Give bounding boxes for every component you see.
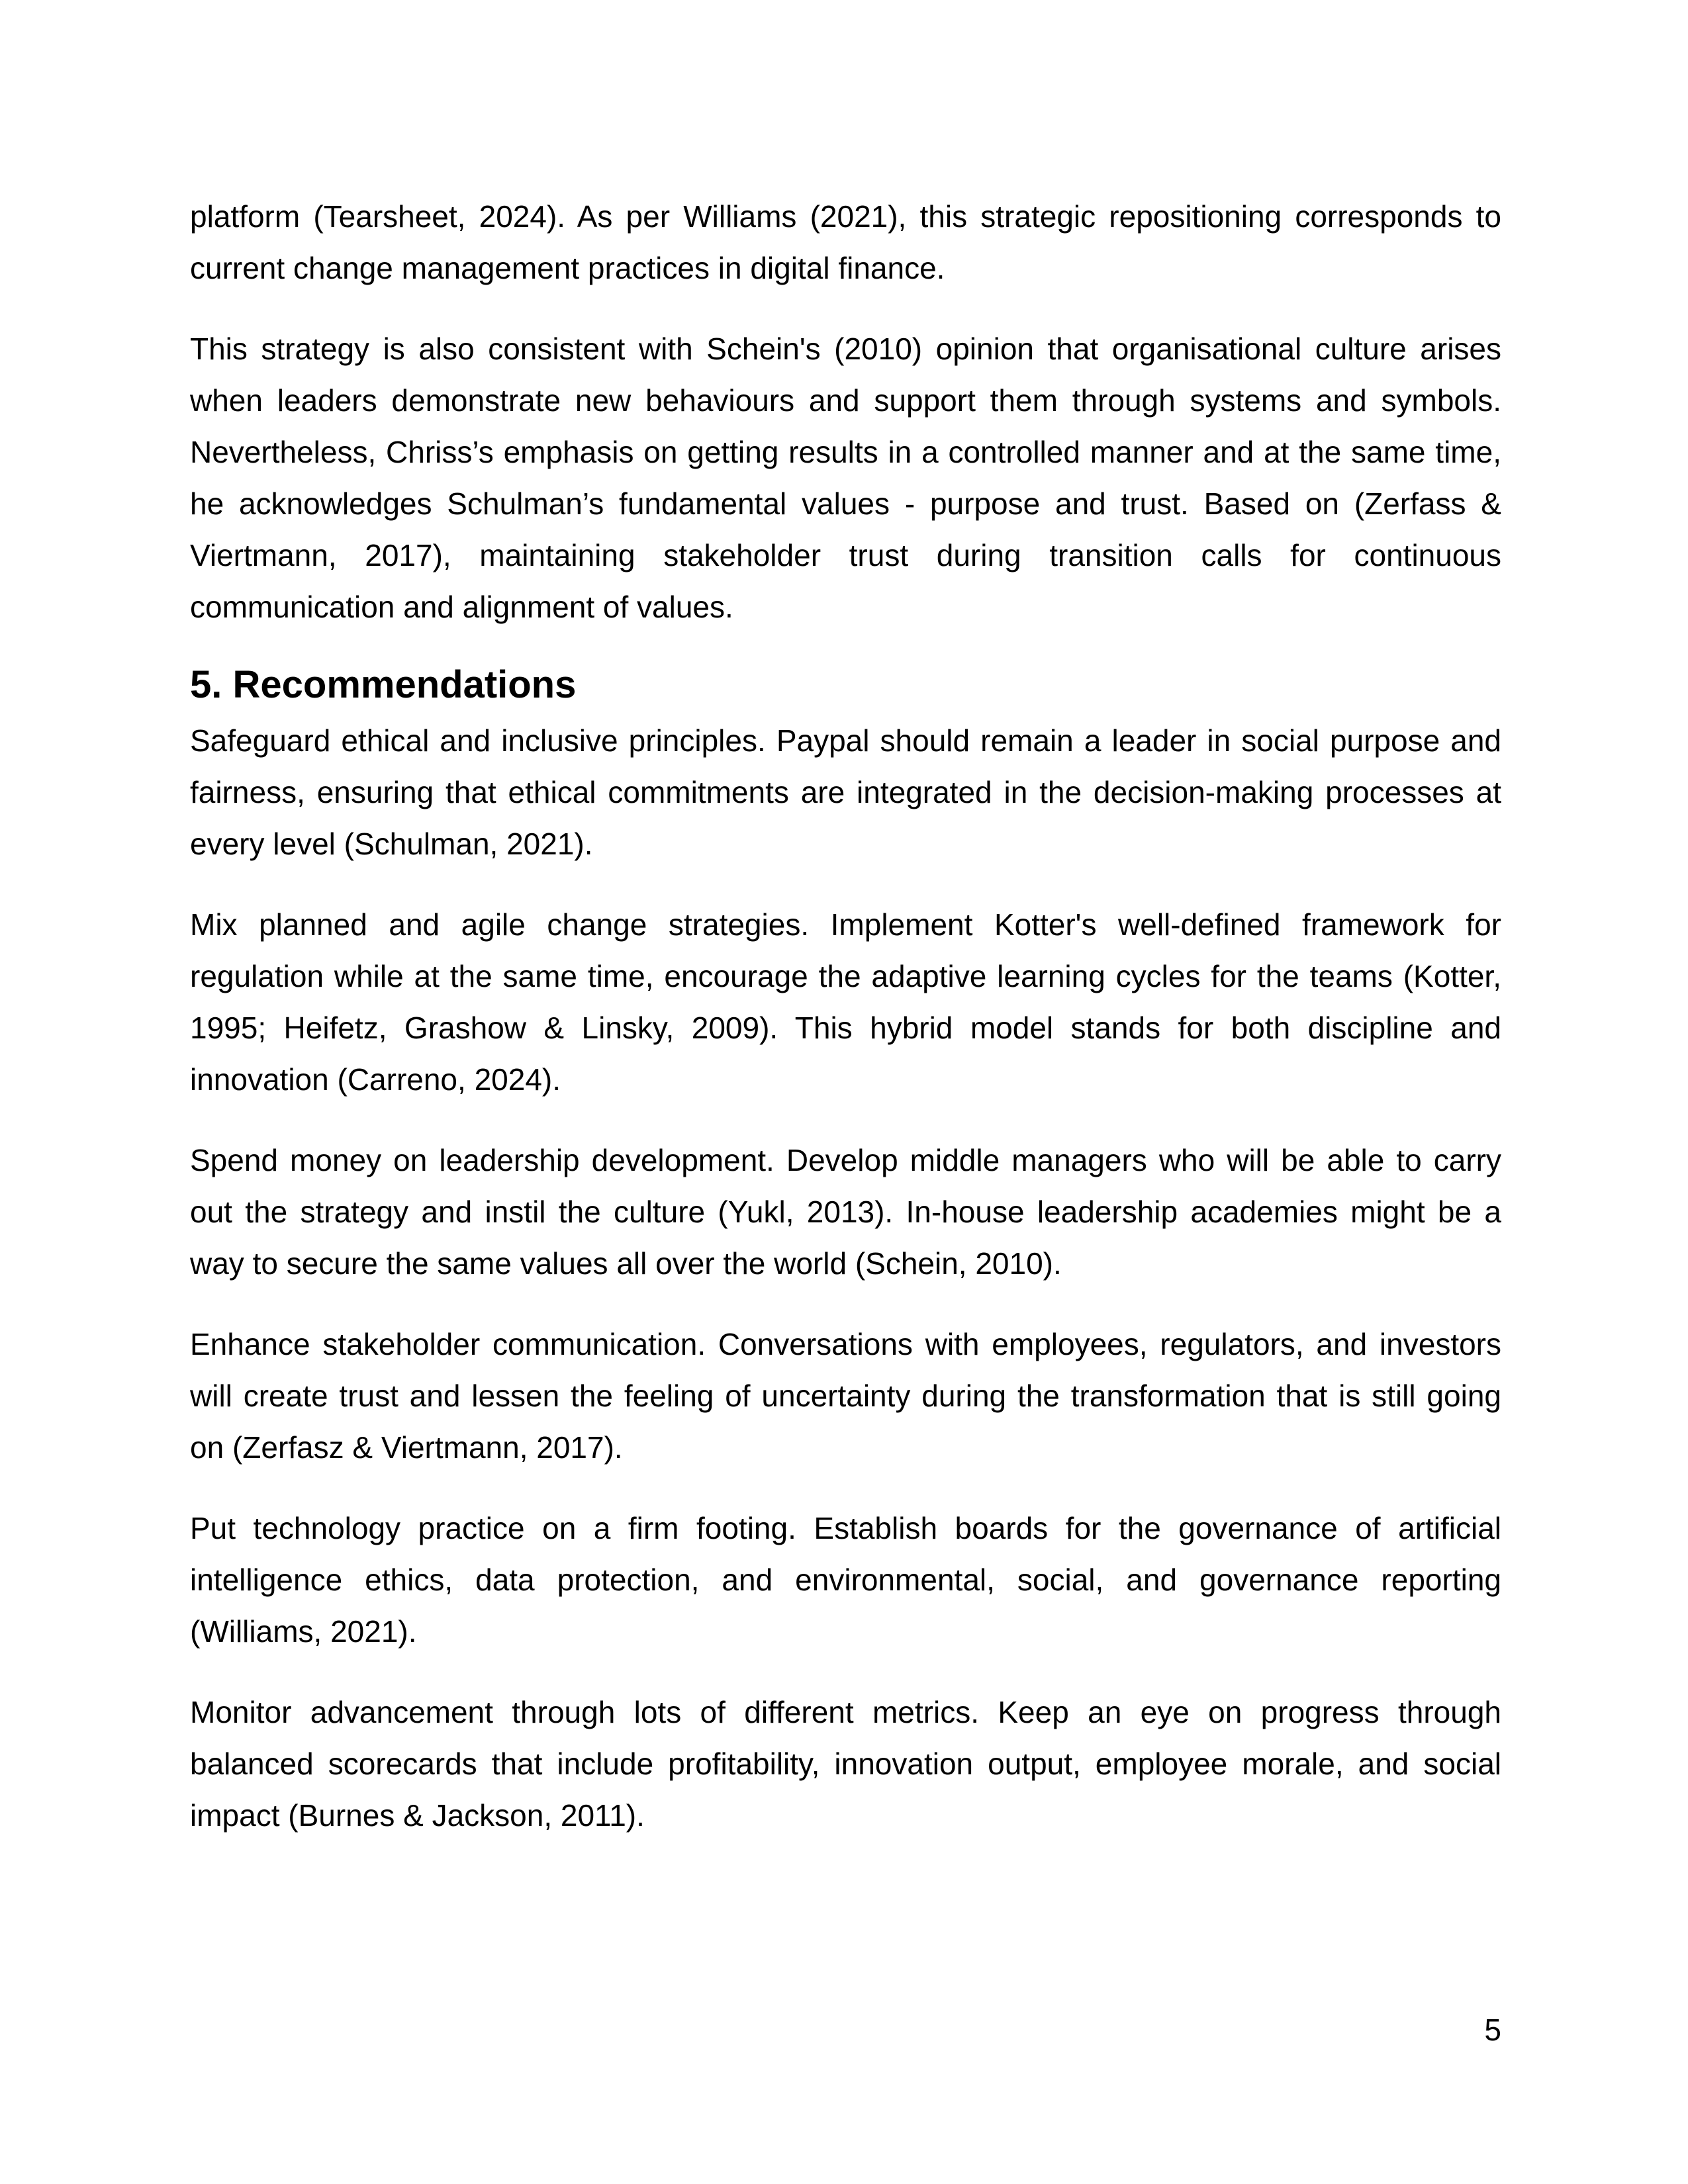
body-paragraph: platform (Tearsheet, 2024). As per Williams (2021), this strategic repositioning corresponds to current change management practices in digital finance. — [190, 199, 1501, 285]
recommendation-paragraph: Put technology practice on a firm footing. Establish boards for the governance of artificial intelligence ethics, data protection, and environmental, social, and governance reporting (Williams, 2021). — [190, 1511, 1501, 1649]
recommendation-paragraph: Mix planned and agile change strategies. Implement Kotter's well-defined framework for regulation while at the same time, encourage the adaptive learning cycles for the teams (Kotter, 1995; Heifetz, Grashow & Linsky, 2009). This hybrid model stands for both discipline and innovation (Carreno, 2024). — [190, 907, 1501, 1097]
body-paragraph: This strategy is also consistent with Schein's (2010) opinion that organisational culture arises when leaders demonstrate new behaviours and support them through systems and symbols. Nevertheless, Chriss’s emphasis on getting results in a controlled manner and at the same time, he acknowledges Schulman’s fundamental values - purpose and trust. Based on (Zerfass & Viertmann, 2017), maintaining stakeholder trust during transition calls for continuous communication and alignment of values. — [190, 332, 1501, 624]
recommendation-paragraph: Monitor advancement through lots of different metrics. Keep an eye on progress through balanced scorecards that include profitability, innovation output, employee morale, and social impact (Burnes & Jackson, 2011). — [190, 1695, 1501, 1833]
section-heading-recommendations: 5. Recommendations — [190, 663, 577, 706]
recommendation-paragraph: Enhance stakeholder communication. Conversations with employees, regulators, and investors will create trust and lessen the feeling of uncertainty during the transformation that is still going on (Zerfasz & Viertmann, 2017). — [190, 1327, 1501, 1465]
page-number: 5 — [1484, 2013, 1501, 2047]
recommendation-paragraph: Safeguard ethical and inclusive principles. Paypal should remain a leader in social purpose and fairness, ensuring that ethical commitments are integrated in the decision-making processes at every level (Schulman, 2021). — [190, 723, 1501, 861]
recommendation-paragraph: Spend money on leadership development. Develop middle managers who will be able to carry out the strategy and instil the culture (Yukl, 2013). In-house leadership academies might be a way to secure the same values all over the world (Schein, 2010). — [190, 1143, 1501, 1281]
